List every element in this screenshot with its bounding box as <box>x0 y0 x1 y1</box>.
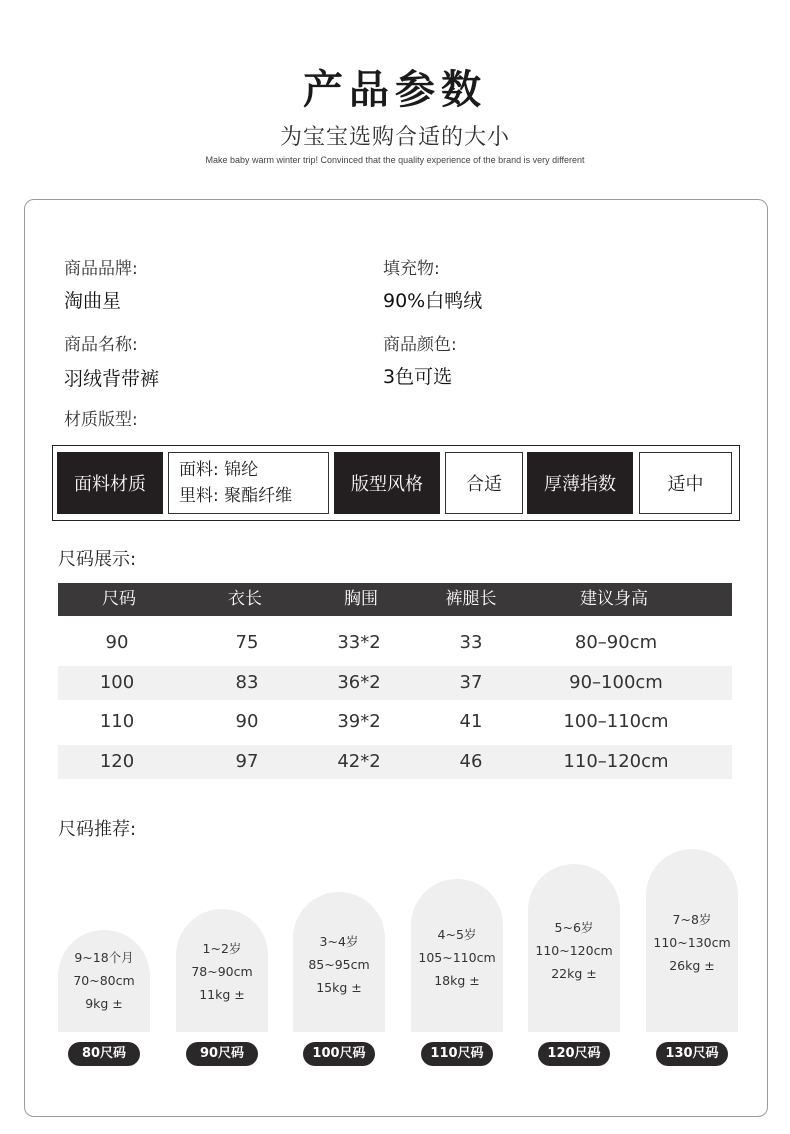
size-pill: 110尺码 <box>421 1042 493 1066</box>
header-chest: 胸围 <box>344 589 378 609</box>
size-card <box>176 909 268 1032</box>
card-height: 85~95cm <box>308 957 370 972</box>
size-table-header <box>58 583 732 616</box>
brand-label: 商品品牌: <box>64 259 138 279</box>
table-row <box>58 666 732 700</box>
fabric-label: 面料材质 <box>57 452 163 514</box>
size-pill: 90尺码 <box>186 1042 258 1066</box>
cell-size: 90 <box>105 632 129 653</box>
cell-leg: 46 <box>459 751 483 772</box>
name-value: 羽绒背带裤 <box>64 368 160 390</box>
size-card <box>58 930 150 1032</box>
cell-leg: 41 <box>459 711 483 732</box>
size-card <box>411 879 503 1032</box>
header-size: 尺码 <box>102 589 136 609</box>
size-card <box>528 864 620 1032</box>
cell-size: 120 <box>99 751 135 772</box>
card-weight: 26kg ± <box>669 958 715 973</box>
material-label: 材质版型: <box>64 410 138 430</box>
card-age: 5~6岁 <box>554 920 594 935</box>
cell-chest: 33*2 <box>337 632 381 653</box>
header-leg: 裤腿长 <box>445 589 497 609</box>
size-display-label: 尺码展示: <box>58 549 137 570</box>
card-age: 4~5岁 <box>437 927 477 942</box>
size-pill: 100尺码 <box>303 1042 375 1066</box>
material-table <box>52 445 740 521</box>
cell-length: 97 <box>235 751 259 772</box>
cell-chest: 42*2 <box>337 751 381 772</box>
cell-height: 110–120cm <box>563 751 669 772</box>
card-age: 3~4岁 <box>319 934 359 949</box>
cell-height: 90–100cm <box>569 672 663 693</box>
size-card <box>293 892 385 1032</box>
page-subtitle: 为宝宝选购合适的大小 <box>279 125 510 150</box>
header-length: 衣长 <box>228 589 262 609</box>
page-tagline: Make baby warm winter trip! Convinced that the quality experience of the brand is very different <box>205 155 585 165</box>
size-card <box>646 849 738 1032</box>
page-title: 产品参数 <box>303 67 487 113</box>
table-row <box>58 626 732 660</box>
style-value: 合适 <box>445 452 523 514</box>
name-label: 商品名称: <box>64 335 138 355</box>
card-weight: 18kg ± <box>434 973 480 988</box>
cell-chest: 36*2 <box>337 672 381 693</box>
cell-height: 80–90cm <box>574 632 658 653</box>
card-age: 1~2岁 <box>202 941 242 956</box>
card-height: 78~90cm <box>191 964 253 979</box>
table-row <box>58 745 732 779</box>
cell-length: 83 <box>235 672 259 693</box>
cell-length: 90 <box>235 711 259 732</box>
card-age: 7~8岁 <box>672 912 712 927</box>
fabric-line: 面料: 锦纶 <box>179 460 259 480</box>
header-height: 建议身高 <box>580 589 648 609</box>
cell-leg: 33 <box>459 632 483 653</box>
size-recommend-label: 尺码推荐: <box>58 819 137 840</box>
cell-leg: 37 <box>459 672 483 693</box>
brand-value: 淘曲星 <box>64 290 122 312</box>
card-height: 105~110cm <box>418 950 496 965</box>
size-pill: 130尺码 <box>656 1042 728 1066</box>
card-weight: 11kg ± <box>199 987 245 1002</box>
size-pill: 120尺码 <box>538 1042 610 1066</box>
color-value: 3色可选 <box>383 366 453 388</box>
card-weight: 9kg ± <box>85 996 123 1011</box>
cell-chest: 39*2 <box>337 711 381 732</box>
card-age: 9~18个月 <box>74 950 134 965</box>
cell-length: 75 <box>235 632 259 653</box>
card-height: 110~120cm <box>535 943 613 958</box>
card-weight: 15kg ± <box>316 980 362 995</box>
lining-line: 里料: 聚酯纤维 <box>179 486 293 506</box>
fabric-value <box>168 452 329 514</box>
style-label: 版型风格 <box>334 452 440 514</box>
color-label: 商品颜色: <box>383 335 457 355</box>
cell-size: 100 <box>99 672 135 693</box>
cell-size: 110 <box>99 711 135 732</box>
card-weight: 22kg ± <box>551 966 597 981</box>
filling-label: 填充物: <box>383 259 440 279</box>
cell-height: 100–110cm <box>563 711 669 732</box>
thickness-label: 厚薄指数 <box>527 452 633 514</box>
card-height: 70~80cm <box>73 973 135 988</box>
size-pill: 80尺码 <box>68 1042 140 1066</box>
filling-value: 90%白鸭绒 <box>383 290 483 312</box>
card-height: 110~130cm <box>653 935 731 950</box>
thickness-value: 适中 <box>639 452 732 514</box>
table-row <box>58 705 732 739</box>
